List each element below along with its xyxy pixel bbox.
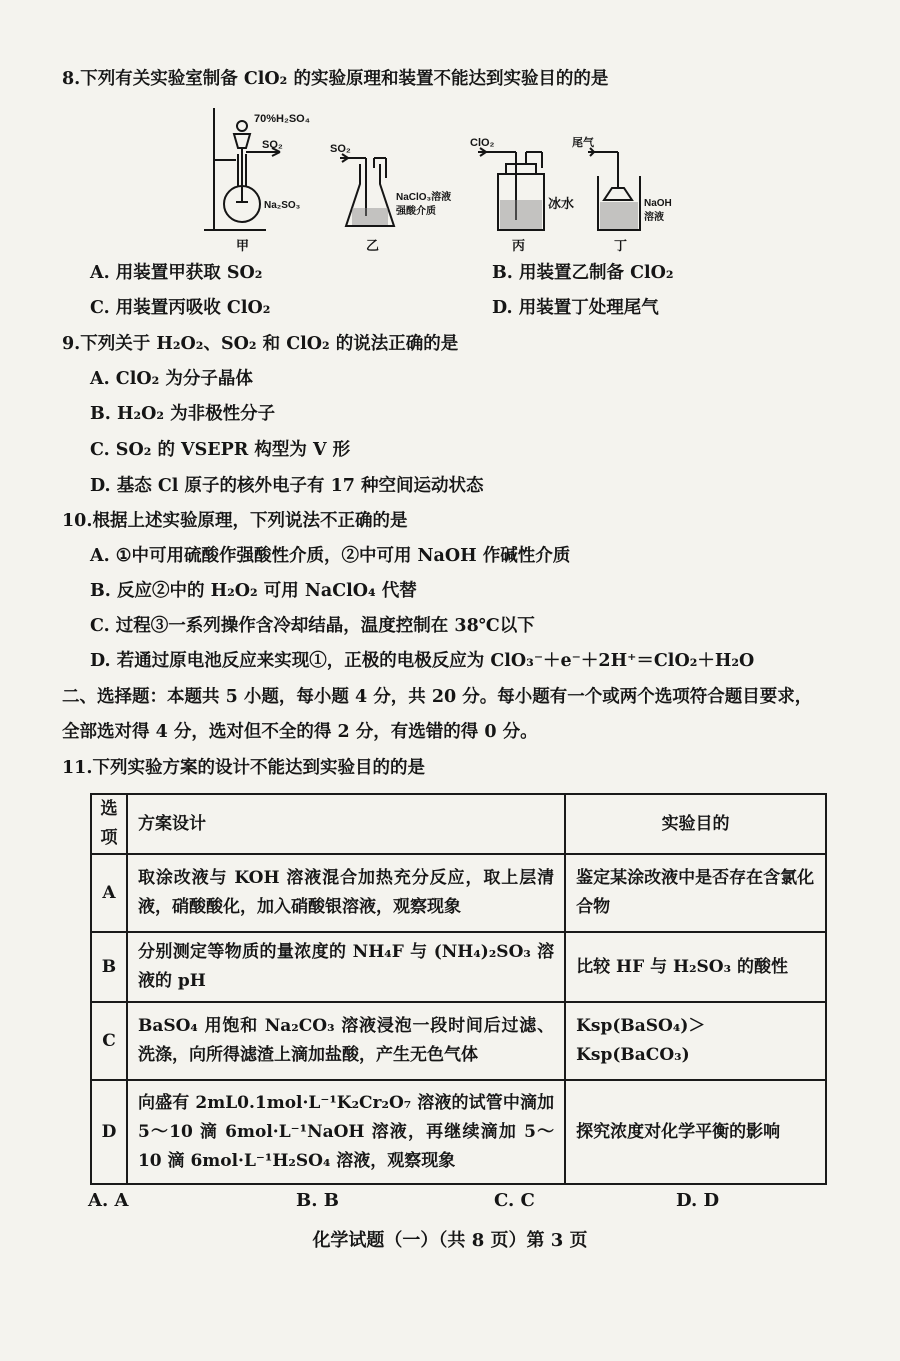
q9-option-c[interactable]: C. SO₂ 的 VSEPR 构型为 V 形 [90,440,351,460]
q10-option-c[interactable]: C. 过程③一系列操作含冷却结晶，温度控制在 38℃以下 [90,616,535,636]
row-option: B [91,932,127,1002]
row-design: 取涂改液与 KOH 溶液混合加热充分反应，取上层清液，硝酸酸化，加入硝酸银溶液，观察现象 [127,854,565,932]
row-design: 分别测定等物质的量浓度的 NH₄F 与 (NH₄)₂SO₃ 溶液的 pH [127,932,565,1002]
q11-answer-a[interactable]: A. A [88,1190,129,1211]
ding-reagent1: NaOH [644,198,672,209]
bing-ice [500,200,542,229]
q8-option-c[interactable]: C. 用装置丙吸收 ClO₂ [90,298,271,318]
ding-in-label: 尾气 [572,137,594,149]
yi-label: 乙 [366,238,380,253]
q10-stem: 10.根据上述实验原理，下列说法不正确的是 [62,511,408,531]
q8-stem: 8.下列有关实验室制备 ClO₂ 的实验原理和装置不能达到实验目的的是 [62,69,609,89]
row-design: BaSO₄ 用饱和 Na₂CO₃ 溶液浸泡一段时间后过滤、洗涤，向所得滤渣上滴加盐酸，产生无色气体 [127,1002,565,1080]
q10-option-d[interactable]: D. 若通过原电池反应来实现①，正极的电极反应为 ClO₃⁻＋e⁻＋2H⁺＝ClO₂＋H₂O [90,651,755,671]
bing-in-label: ClO₂ [470,137,495,149]
table-row [91,1080,826,1184]
q10-option-b[interactable]: B. 反应②中的 H₂O₂ 可用 NaClO₄ 代替 [90,581,417,601]
q9-option-d[interactable]: D. 基态 Cl 原子的核外电子有 17 种空间运动状态 [90,476,484,496]
ding-reagent2: 溶液 [644,212,664,223]
table-row [91,1002,826,1080]
q11-answer-b[interactable]: B. B [296,1190,339,1211]
yi-liquid [352,208,388,225]
q8-option-d[interactable]: D. 用装置丁处理尾气 [492,298,659,318]
section2-instructions-2: 全部选对得 4 分，选对但不全的得 2 分，有选错的得 0 分。 [62,722,538,742]
q11-stem: 11.下列实验方案的设计不能达到实验目的的是 [62,758,425,778]
table-row [91,932,826,1002]
ding-label: 丁 [614,238,628,253]
bing-label: 丙 [512,238,526,253]
yi-in-label: SO₂ [330,143,351,155]
section2-instructions-1: 二、选择题：本题共 5 小题，每小题 4 分，共 20 分。每小题有一个或两个选项符合题目要求， [62,687,813,707]
q9-option-a[interactable]: A. ClO₂ 为分子晶体 [90,369,253,389]
ding-liquid [600,202,638,229]
table-row [91,854,826,932]
yi-reagent2: 强酸介质 [396,206,436,217]
q11-answer-c[interactable]: C. C [494,1190,535,1211]
apparatus-diagram [200,104,680,254]
q8-option-a[interactable]: A. 用装置甲获取 SO₂ [90,263,263,283]
yi-reagent1: NaClO₃溶液 [396,192,452,203]
row-goal: Ksp(BaSO₄)＞Ksp(BaCO₃) [565,1002,826,1080]
apparatus-jia [204,108,280,230]
q10-option-a[interactable]: A. ①中可用硫酸作强酸性介质，②中可用 NaOH 作碱性介质 [90,546,571,566]
q11-answer-d[interactable]: D. D [676,1190,720,1211]
row-goal: 鉴定某涂改液中是否存在含氯化合物 [565,854,826,932]
header-design: 方案设计 [127,794,565,854]
row-design: 向盛有 2mL0.1mol·L⁻¹K₂Cr₂O₇ 溶液的试管中滴加 5～10 滴 6mol·L⁻¹NaOH 溶液，再继续滴加 5～10 滴 6mol·L⁻¹H₂SO₄ 溶液，观察现象 [127,1080,565,1184]
so2-out-label: SO₂ [262,139,283,151]
header-goal: 实验目的 [565,794,826,854]
row-option: C [91,1002,127,1080]
header-option: 选项 [91,794,127,854]
acid-label: 70%H₂SO₄ [254,113,310,125]
jia-label: 甲 [236,238,250,253]
page-footer: 化学试题（一）（共 8 页）第 3 页 [312,1230,588,1251]
q9-stem: 9.下列关于 H₂O₂、SO₂ 和 ClO₂ 的说法正确的是 [62,334,459,354]
table-header-row [91,794,826,854]
q11-table [90,793,827,1185]
q9-option-b[interactable]: B. H₂O₂ 为非极性分子 [90,404,276,424]
row-goal: 比较 HF 与 H₂SO₃ 的酸性 [565,932,826,1002]
bing-reagent: 冰水 [548,196,575,211]
na2so3-label: Na₂SO₃ [264,200,301,211]
row-option: A [91,854,127,932]
row-goal: 探究浓度对化学平衡的影响 [565,1080,826,1184]
q8-option-b[interactable]: B. 用装置乙制备 ClO₂ [492,263,674,283]
row-option: D [91,1080,127,1184]
